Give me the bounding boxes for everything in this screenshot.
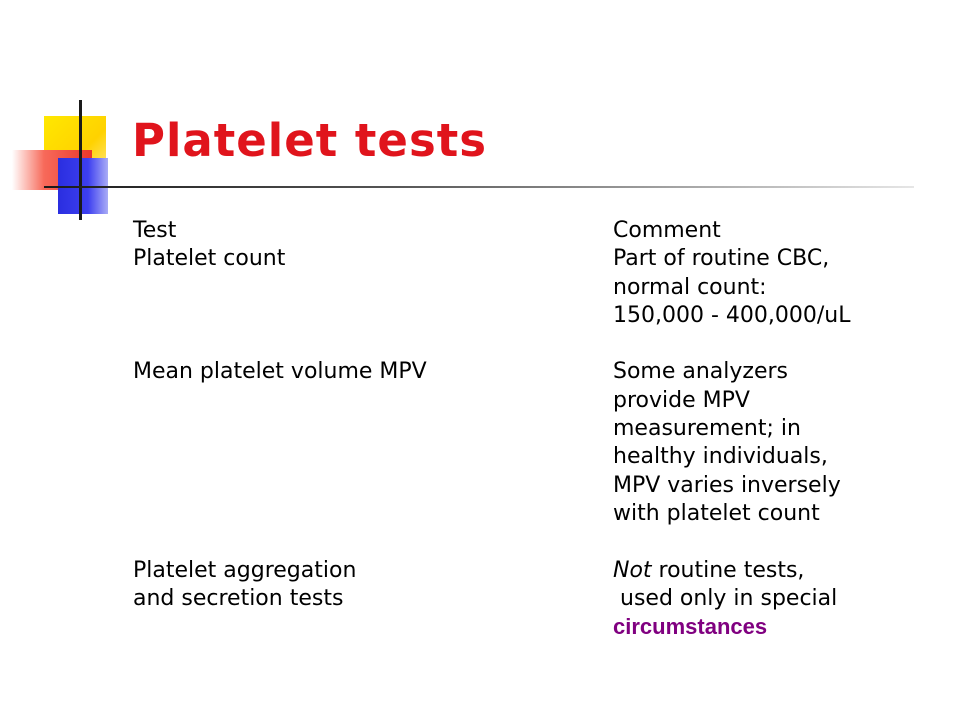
comment-line: 150,000 - 400,000/uL: [613, 302, 851, 328]
comment-rest: routine tests,: [651, 557, 805, 583]
table-row: [133, 245, 923, 273]
title-underline: [44, 186, 914, 188]
slide-title: Platelet tests: [132, 114, 488, 167]
comment-line: with platelet count: [613, 500, 820, 526]
tests-table: [133, 217, 923, 641]
table-row: [133, 557, 923, 585]
decor-vertical-line: [79, 100, 82, 220]
header-test: Test: [133, 218, 177, 243]
comment-line: healthy individuals,: [613, 444, 828, 470]
comment-line: MPV varies inversely: [613, 472, 841, 498]
comment-highlight: circumstances: [613, 614, 768, 640]
comment-line: provide MPV: [613, 387, 750, 413]
comment-italic: Not: [613, 557, 652, 583]
test-name: Platelet aggregation: [133, 557, 357, 583]
comment-line: [613, 557, 923, 585]
comment-line: measurement; in: [613, 416, 801, 442]
table-row: [133, 358, 923, 386]
comment-line: Part of routine CBC,: [613, 246, 830, 272]
test-name: Mean platelet volume MPV: [133, 359, 427, 385]
table-header-row: [133, 217, 923, 245]
header-comment: Comment: [613, 218, 721, 243]
test-name-cont: and secretion tests: [133, 585, 344, 611]
test-name: Platelet count: [133, 246, 286, 272]
comment-line: used only in special: [620, 585, 838, 611]
comment-line: Some analyzers: [613, 359, 789, 385]
comment-line: normal count:: [613, 274, 767, 300]
